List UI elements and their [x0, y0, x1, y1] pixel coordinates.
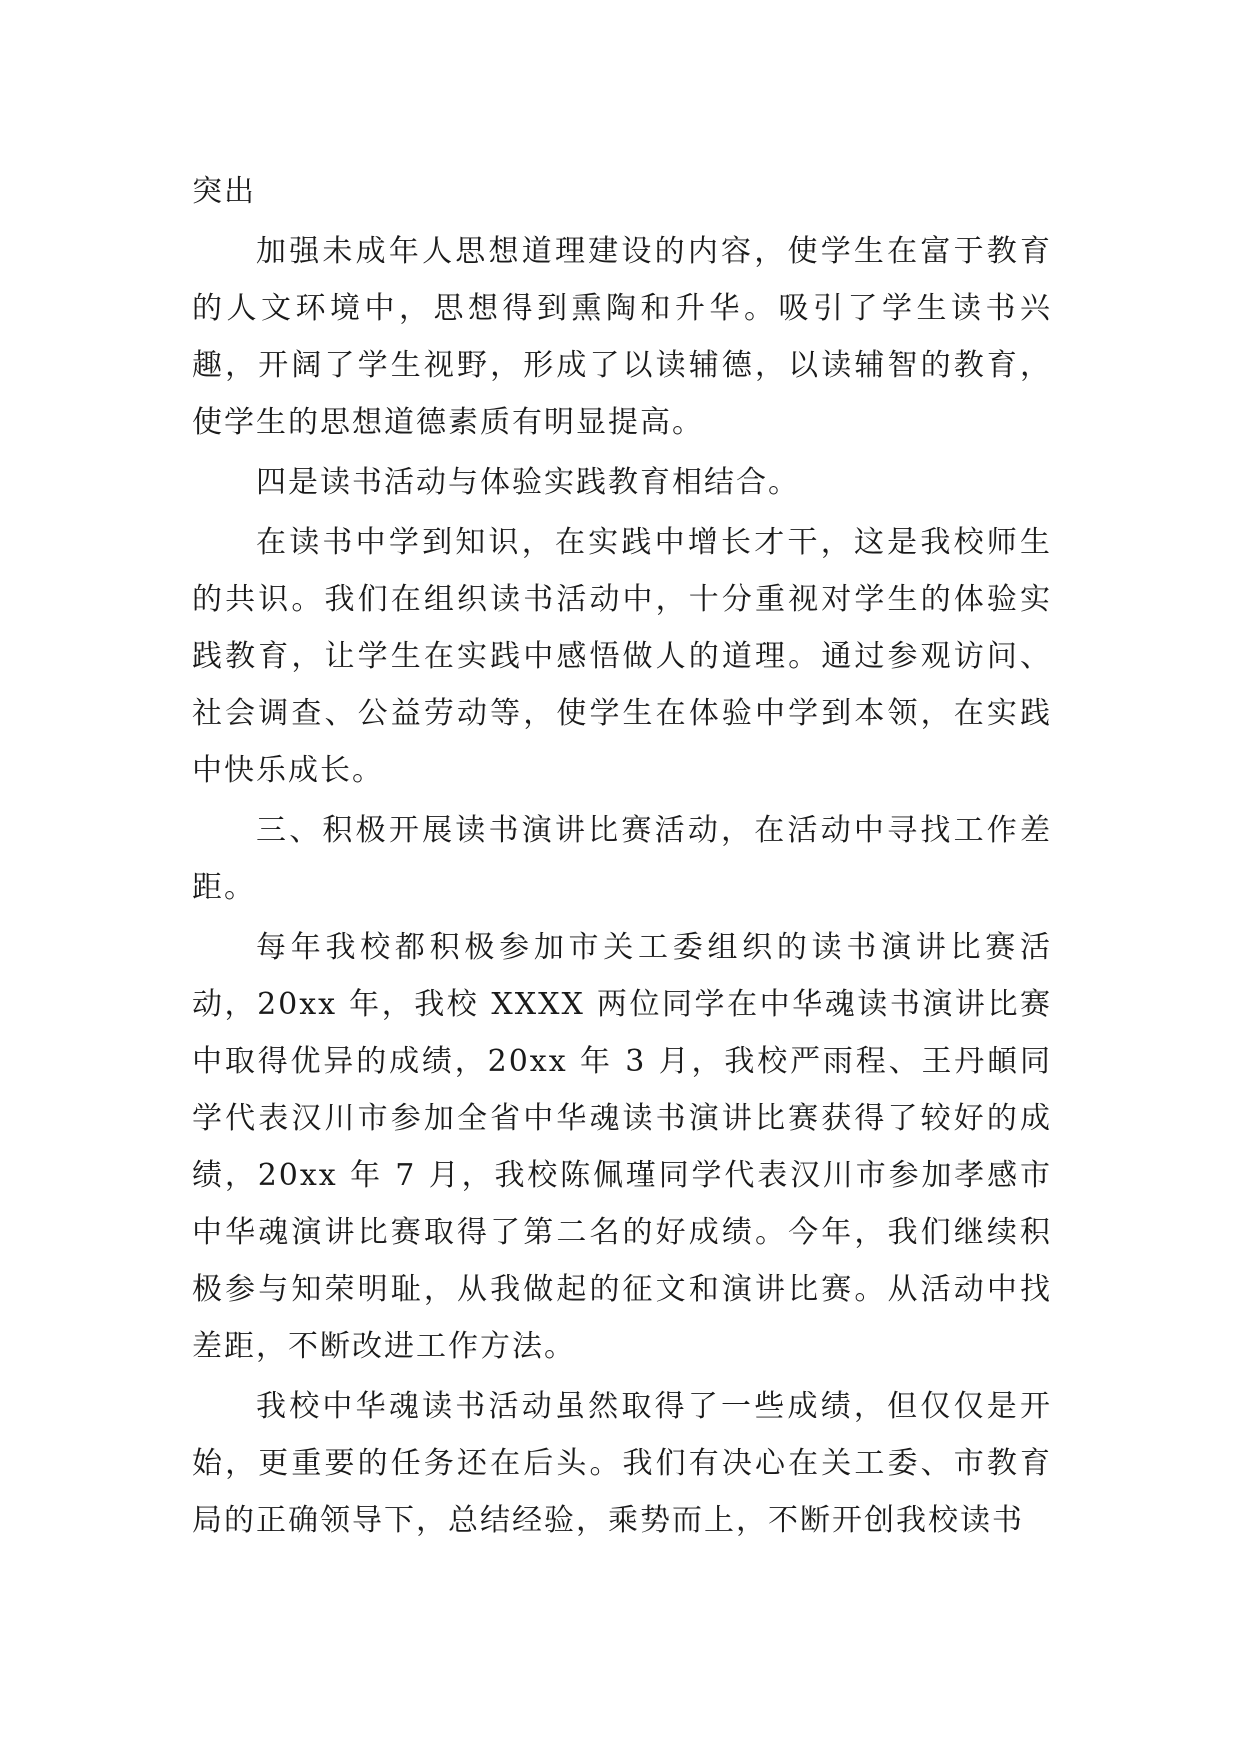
document-body [192, 163, 1052, 1552]
paragraph-5: 三、积极开展读书演讲比赛活动，在活动中寻找工作差距。 [192, 813, 1052, 905]
paragraph-3: 四是读书活动与体验实践教育相结合。 [256, 465, 800, 500]
paragraph-4: 在读书中学到知识，在实践中增长才干，这是我校师生的共识。我们在组织读书活动中，十分重视对学生的体验实践教育，让学生在实践中感悟做人的道理。通过参观访问、社会调查、公益劳动等，使学生在体验中学到本领，在实践中快乐成长。 [192, 525, 1052, 788]
paragraph-6: 每年我校都积极参加市关工委组织的读书演讲比赛活动，20xx 年，我校 XXXX 两位同学在中华魂读书演讲比赛中取得优异的成绩，20xx 年 3 月，我校严雨程、王丹頔同学代表汉川市参加全省中华魂读书演讲比赛获得了较好的成绩，20xx 年 7 月，我校陈佩瑾同学代表汉川市参加孝感市中华魂演讲比赛取得了第二名的好成绩。今年，我们继续积极参与知荣明耻，从我做起的征文和演讲比赛。从活动中找差距，不断改进工作方法。 [192, 930, 1052, 1364]
paragraph-7: 我校中华魂读书活动虽然取得了一些成绩，但仅仅是开始，更重要的任务还在后头。我们有决心在关工委、市教育局的正确领导下，总结经验，乘势而上，不断开创我校读书 [192, 1389, 1052, 1538]
paragraph-2: 加强未成年人思想道理建设的内容，使学生在富于教育的人文环境中，思想得到熏陶和升华。吸引了学生读书兴趣，开阔了学生视野，形成了以读辅德，以读辅智的教育，使学生的思想道德素质有明显提高。 [192, 234, 1052, 440]
paragraph-1: 突出 [192, 174, 256, 209]
